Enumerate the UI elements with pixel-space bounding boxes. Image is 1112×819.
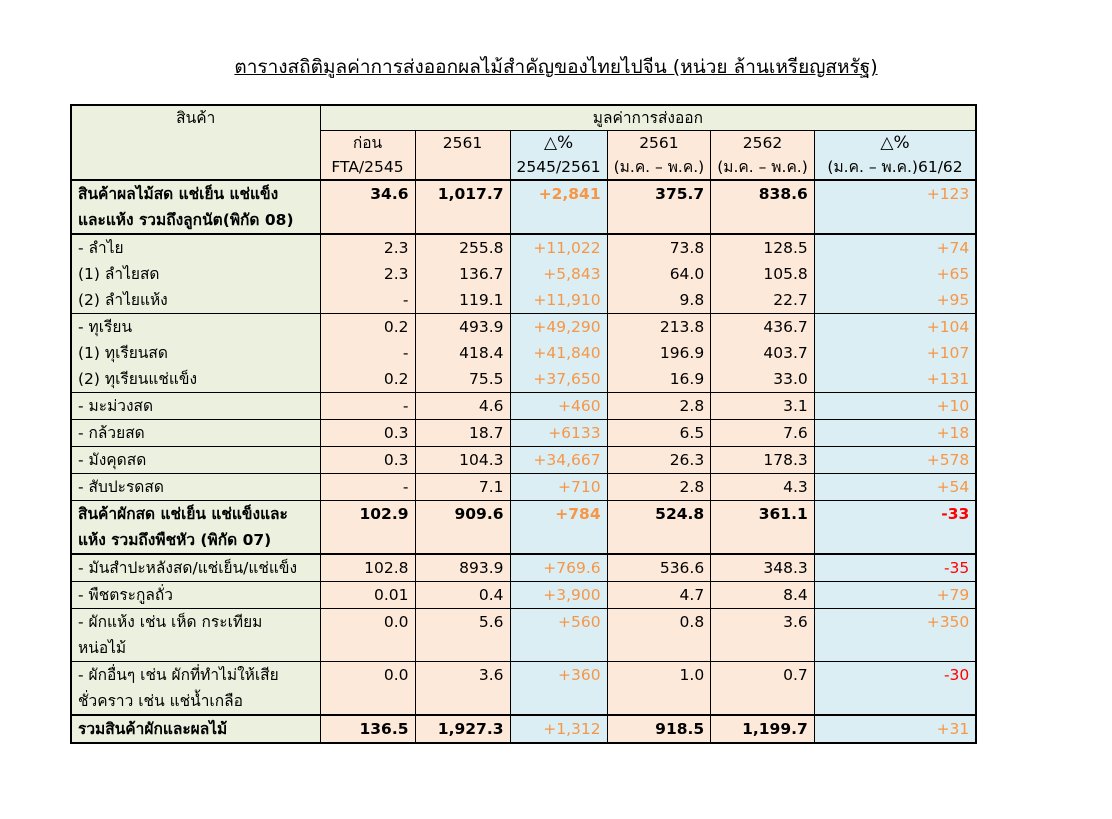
table-cell: 2.8 bbox=[607, 474, 711, 501]
fruit-total-name-line2: และแห้ง รวมถึงลูกนัต(พิกัด 08) bbox=[71, 207, 320, 234]
table-cell: 105.8 bbox=[711, 261, 815, 287]
table-cell: 213.8 bbox=[607, 314, 711, 341]
table-cell: +34,667 bbox=[510, 447, 607, 474]
table-cell: 136.7 bbox=[415, 261, 510, 287]
table-cell: 104.3 bbox=[415, 447, 510, 474]
table-cell: 4.6 bbox=[415, 393, 510, 420]
table-cell: 418.4 bbox=[415, 340, 510, 366]
grand-total-v6: +31 bbox=[814, 715, 976, 743]
table-cell: 64.0 bbox=[607, 261, 711, 287]
grand-total-v4: 918.5 bbox=[607, 715, 711, 743]
table-cell: 0.01 bbox=[320, 582, 415, 609]
header-col5-line1: 2562 bbox=[711, 131, 815, 156]
table-cell: 255.8 bbox=[415, 234, 510, 261]
table-cell: 128.5 bbox=[711, 234, 815, 261]
table-cell: 9.8 bbox=[607, 287, 711, 314]
table-cell: 0.0 bbox=[320, 609, 415, 636]
grand-total-v1: 136.5 bbox=[320, 715, 415, 743]
table-cell: 3.1 bbox=[711, 393, 815, 420]
header-col4-line2: (ม.ค. – พ.ค.) bbox=[607, 155, 711, 180]
table-cell: 75.5 bbox=[415, 366, 510, 393]
table-cell: 16.9 bbox=[607, 366, 711, 393]
header-col1-line2: FTA/2545 bbox=[320, 155, 415, 180]
table-cell: +11,910 bbox=[510, 287, 607, 314]
table-row-label: - สับปะรดสด bbox=[71, 474, 320, 501]
fruit-total-v6: +123 bbox=[814, 180, 976, 207]
header-product: สินค้า bbox=[71, 105, 320, 180]
fruit-total-v2: 1,017.7 bbox=[415, 180, 510, 207]
table-cell: 2.3 bbox=[320, 234, 415, 261]
table-cell: 348.3 bbox=[711, 554, 815, 582]
veg-total-v6: -33 bbox=[814, 501, 976, 528]
table-cell: +560 bbox=[510, 609, 607, 636]
table-cell: +360 bbox=[510, 662, 607, 689]
fruit-total-v5: 838.6 bbox=[711, 180, 815, 207]
veg-total-v1: 102.9 bbox=[320, 501, 415, 528]
table-cell: +37,650 bbox=[510, 366, 607, 393]
table-row-label-cont: หน่อไม้ bbox=[71, 635, 320, 662]
table-cell: 0.3 bbox=[320, 420, 415, 447]
header-col3-symbol: △% bbox=[510, 131, 607, 156]
table-row-label: - ทุเรียน bbox=[71, 314, 320, 341]
table-cell: +578 bbox=[814, 447, 976, 474]
fruit-total-v1: 34.6 bbox=[320, 180, 415, 207]
fruit-total-v3: +2,841 bbox=[510, 180, 607, 207]
table-cell: 4.7 bbox=[607, 582, 711, 609]
table-cell: 0.8 bbox=[607, 609, 711, 636]
table-cell: 3.6 bbox=[711, 609, 815, 636]
table-cell: 0.2 bbox=[320, 314, 415, 341]
table-row-label: (1) ลำไยสด bbox=[71, 261, 320, 287]
grand-total-v2: 1,927.3 bbox=[415, 715, 510, 743]
export-statistics-table bbox=[70, 104, 977, 744]
table-cell: 102.8 bbox=[320, 554, 415, 582]
grand-total-v5: 1,199.7 bbox=[711, 715, 815, 743]
table-row-label-cont: ชั่วคราว เช่น แช่น้ำเกลือ bbox=[71, 688, 320, 715]
table-cell: +10 bbox=[814, 393, 976, 420]
table-cell: 0.3 bbox=[320, 447, 415, 474]
table-cell: 6.5 bbox=[607, 420, 711, 447]
table-row-label: (1) ทุเรียนสด bbox=[71, 340, 320, 366]
table-cell: -30 bbox=[814, 662, 976, 689]
grand-total-v3: +1,312 bbox=[510, 715, 607, 743]
veg-total-name-line2: แห้ง รวมถึงพืชหัว (พิกัด 07) bbox=[71, 527, 320, 554]
table-row-label: - ผักแห้ง เช่น เห็ด กระเทียม bbox=[71, 609, 320, 636]
table-cell: -35 bbox=[814, 554, 976, 582]
table-cell: +41,840 bbox=[510, 340, 607, 366]
table-row-label: - กล้วยสด bbox=[71, 420, 320, 447]
header-col2: 2561 bbox=[415, 131, 510, 181]
header-col1-line1: ก่อน bbox=[320, 131, 415, 156]
veg-total-v4: 524.8 bbox=[607, 501, 711, 528]
table-cell: 403.7 bbox=[711, 340, 815, 366]
table-cell: 18.7 bbox=[415, 420, 510, 447]
table-cell: 0.2 bbox=[320, 366, 415, 393]
table-cell: +11,022 bbox=[510, 234, 607, 261]
table-row-label: - มังคุดสด bbox=[71, 447, 320, 474]
fruit-total-v4: 375.7 bbox=[607, 180, 711, 207]
table-cell: 0.7 bbox=[711, 662, 815, 689]
table-row-label: - มันสำปะหลังสด/แช่เย็น/แช่แข็ง bbox=[71, 554, 320, 582]
grand-total-name: รวมสินค้าผักและผลไม้ bbox=[71, 715, 320, 743]
header-col3-line2: 2545/2561 bbox=[510, 155, 607, 180]
table-cell: 7.6 bbox=[711, 420, 815, 447]
table-cell: 26.3 bbox=[607, 447, 711, 474]
fruit-total-name-line1: สินค้าผลไม้สด แช่เย็น แช่แข็ง bbox=[71, 180, 320, 207]
table-cell: 493.9 bbox=[415, 314, 510, 341]
table-cell: +131 bbox=[814, 366, 976, 393]
table-cell: +5,843 bbox=[510, 261, 607, 287]
table-row-label: - พืชตระกูลถั่ว bbox=[71, 582, 320, 609]
table-row-label: - มะม่วงสด bbox=[71, 393, 320, 420]
table-cell: 178.3 bbox=[711, 447, 815, 474]
table-cell: +18 bbox=[814, 420, 976, 447]
table-cell: 1.0 bbox=[607, 662, 711, 689]
table-cell: 536.6 bbox=[607, 554, 711, 582]
table-cell: 7.1 bbox=[415, 474, 510, 501]
table-row-label: (2) ลำไยแห้ง bbox=[71, 287, 320, 314]
table-cell: +79 bbox=[814, 582, 976, 609]
veg-total-name-line1: สินค้าผักสด แช่เย็น แช่แข็งและ bbox=[71, 501, 320, 528]
table-cell: +95 bbox=[814, 287, 976, 314]
table-cell: +710 bbox=[510, 474, 607, 501]
table-row-label: - ลำไย bbox=[71, 234, 320, 261]
table-cell: 33.0 bbox=[711, 366, 815, 393]
table-cell: 2.8 bbox=[607, 393, 711, 420]
table-cell: +3,900 bbox=[510, 582, 607, 609]
table-cell: 119.1 bbox=[415, 287, 510, 314]
header-col4-line1: 2561 bbox=[607, 131, 711, 156]
table-cell: 22.7 bbox=[711, 287, 815, 314]
table-cell: 4.3 bbox=[711, 474, 815, 501]
header-export-value: มูลค่าการส่งออก bbox=[320, 105, 976, 131]
veg-total-v2: 909.6 bbox=[415, 501, 510, 528]
table-cell: 0.0 bbox=[320, 662, 415, 689]
table-cell: 73.8 bbox=[607, 234, 711, 261]
table-cell: +769.6 bbox=[510, 554, 607, 582]
header-col5-line2: (ม.ค. – พ.ค.) bbox=[711, 155, 815, 180]
table-cell: +107 bbox=[814, 340, 976, 366]
header-col6-symbol: △% bbox=[814, 131, 976, 156]
table-cell: 196.9 bbox=[607, 340, 711, 366]
table-cell: - bbox=[320, 393, 415, 420]
table-row-label: - ผักอื่นๆ เช่น ผักที่ทำไม่ให้เสีย bbox=[71, 662, 320, 689]
table-cell: +49,290 bbox=[510, 314, 607, 341]
table-cell: 893.9 bbox=[415, 554, 510, 582]
table-cell: 0.4 bbox=[415, 582, 510, 609]
table-cell: +54 bbox=[814, 474, 976, 501]
table-cell: - bbox=[320, 340, 415, 366]
table-cell: - bbox=[320, 287, 415, 314]
page-title: ตารางสถิติมูลค่าการส่งออกผลไม้สำคัญของไทยไปจีน (หน่วย ล้านเหรียญสหรัฐ) bbox=[234, 56, 878, 78]
header-col6-line2: (ม.ค. – พ.ค.)61/62 bbox=[814, 155, 976, 180]
table-cell: +350 bbox=[814, 609, 976, 636]
table-row-label: (2) ทุเรียนแช่แข็ง bbox=[71, 366, 320, 393]
table-cell: +6133 bbox=[510, 420, 607, 447]
veg-total-v3: +784 bbox=[510, 501, 607, 528]
table-cell: 5.6 bbox=[415, 609, 510, 636]
table-cell: 3.6 bbox=[415, 662, 510, 689]
table-cell: - bbox=[320, 474, 415, 501]
table-cell: 436.7 bbox=[711, 314, 815, 341]
table-cell: +74 bbox=[814, 234, 976, 261]
table-cell: +65 bbox=[814, 261, 976, 287]
table-cell: +460 bbox=[510, 393, 607, 420]
table-cell: 2.3 bbox=[320, 261, 415, 287]
table-cell: +104 bbox=[814, 314, 976, 341]
table-cell: 8.4 bbox=[711, 582, 815, 609]
veg-total-v5: 361.1 bbox=[711, 501, 815, 528]
